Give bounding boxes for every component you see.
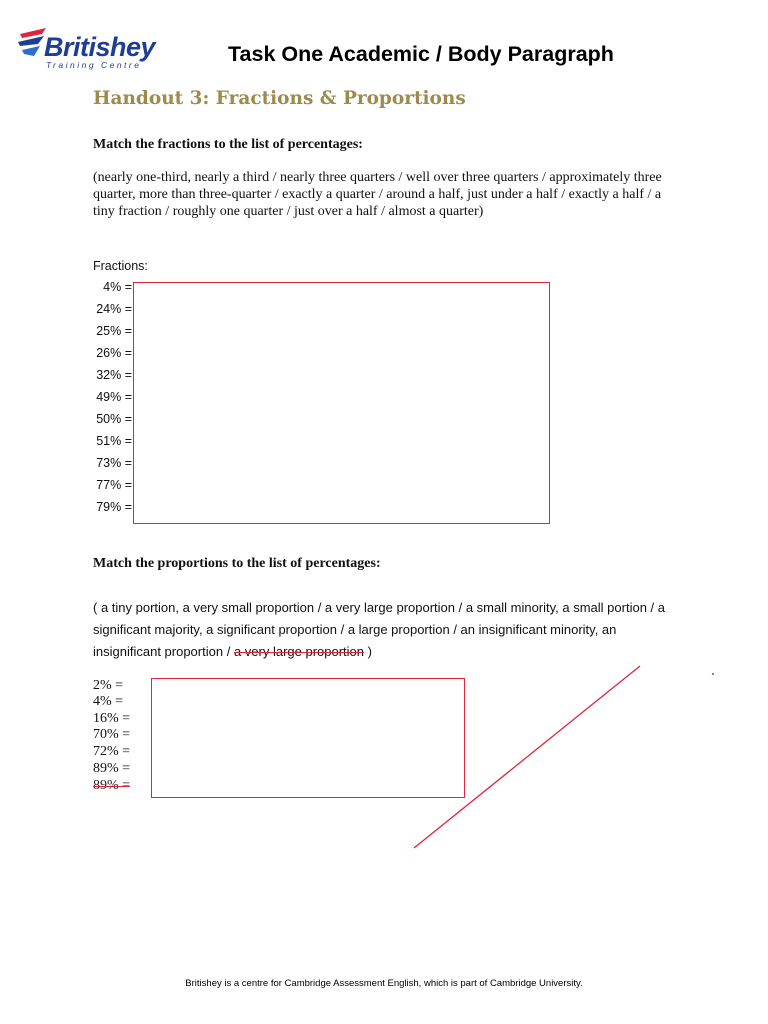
proportion-row: 4% =	[93, 694, 124, 709]
fractions-label: Fractions:	[93, 259, 148, 273]
fraction-row: 32% =	[96, 368, 132, 382]
proportion-row: 70% =	[93, 727, 131, 742]
fraction-row: 26% =	[96, 346, 132, 360]
logo-wordmark: Britishey	[44, 32, 156, 62]
task-title: Task One Academic / Body Paragraph	[228, 42, 614, 66]
fraction-row: 50% =	[96, 412, 132, 426]
struck-option: a very large proportion	[233, 644, 365, 659]
proportion-row: 89% =	[93, 761, 131, 776]
pen-stroke	[414, 666, 640, 848]
fraction-row: 73% =	[96, 456, 132, 470]
pen-dot	[712, 673, 714, 675]
fractions-options: (nearly one-third, nearly a third / nearly three quarters / well over three quarters / approximately three quarter, more than three-quarter / exactly a quarter / around a half, just under a half / exactly a half / a tiny fraction / roughly one quarter / just over a half / almost a quarter)	[93, 170, 662, 219]
fraction-row: 77% =	[96, 478, 132, 492]
proportion-row-struck: 89% =	[93, 778, 131, 793]
fraction-row: 25% =	[96, 324, 132, 338]
options-close: )	[367, 644, 372, 659]
fraction-row: 51% =	[96, 434, 132, 448]
fraction-row: 49% =	[96, 390, 132, 404]
proportion-row: 2% =	[93, 678, 124, 693]
logo-subtitle: Training Centre	[46, 60, 142, 70]
fraction-row: 24% =	[96, 302, 132, 316]
fraction-row: 4% =	[103, 280, 132, 294]
proportions-options-text: ( a tiny portion, a very small proportion / a very large proportion / a small minority, a small portion / a significant majority, a significant proportion / a large proportion / an insignificant minority, an insignificant proportion /	[93, 600, 665, 659]
handout-title: Handout 3: Fractions & Proportions	[93, 88, 466, 109]
fraction-row: 79% =	[96, 500, 132, 514]
fractions-heading: Match the fractions to the list of percentages:	[93, 137, 363, 152]
proportions-heading: Match the proportions to the list of percentages:	[93, 556, 381, 571]
proportion-row: 72% =	[93, 744, 131, 759]
footer-note: Britishey is a centre for Cambridge Assessment English, which is part of Cambridge University.	[185, 978, 583, 989]
proportion-row: 16% =	[93, 711, 131, 726]
